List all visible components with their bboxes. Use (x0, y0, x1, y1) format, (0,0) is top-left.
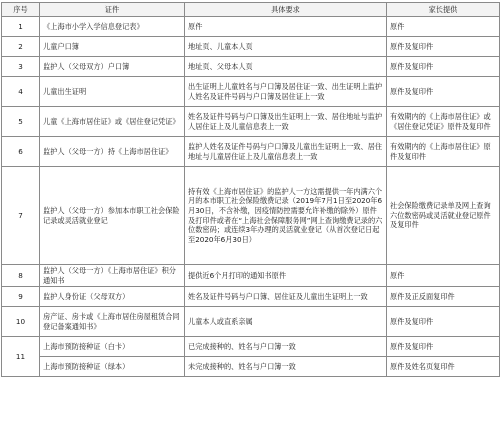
row-document: 房产证、房卡或《上海市居住房屋租赁合同登记备案通知书》 (40, 307, 185, 337)
table-row (2, 265, 500, 287)
header-provided: 家长提供 (387, 3, 500, 17)
row-requirement: 提供近6个月打印的通知书原件 (185, 265, 387, 287)
table-row (2, 287, 500, 307)
row-index: 11 (2, 337, 40, 377)
row-provided: 原件及姓名页复印件 (387, 357, 500, 377)
row-index: 6 (2, 137, 40, 167)
table-body-b (2, 265, 500, 337)
row-document: 儿童《上海市居住证》或《居住登记凭证》 (40, 107, 185, 137)
row-document: 监护人身份证（父母双方） (40, 287, 185, 307)
row-requirement: 姓名及证件号码与户口簿、居住证及儿童出生证明上一致 (185, 287, 387, 307)
row-provided: 原件及复印件 (387, 77, 500, 107)
table-header-row (2, 3, 500, 17)
table-row (2, 107, 500, 137)
row-provided: 有效期内的《上海市居住证》原件及复印件 (387, 137, 500, 167)
row-index: 10 (2, 307, 40, 337)
row-requirement: 监护人姓名及证件号码与户口簿及儿童出生证明上一致、居住地址与儿童居住证上及儿童信息表上一致 (185, 137, 387, 167)
row-provided: 社会保险缴费记录单及网上查询六位数密码或灵活就业登记原件及复印件 (387, 167, 500, 265)
header-requirement: 具体要求 (185, 3, 387, 17)
row-requirement: 持有效《上海市居住证》的监护人一方这需提供一年内满六个月的本市职工社会保险缴费记录（2019年7月1日至2020年6月30日，不含补缴，因疫情防控需要允许补缴的除外）原件及打印件或者在“上海社会保障服务网”网上查询缴费记录的六位数密码；或连续3年办理的灵活就业登记（从首次登记日起至2020年6月30日） (185, 167, 387, 265)
table-body-row11 (2, 337, 500, 377)
row-document: 儿童出生证明 (40, 77, 185, 107)
row-document: 监护人（父母双方）户口簿 (40, 57, 185, 77)
table-row (2, 167, 500, 265)
row-index: 1 (2, 17, 40, 37)
table-body-a (2, 17, 500, 167)
row-requirement: 地址页、儿童本人页 (185, 37, 387, 57)
row-index: 4 (2, 77, 40, 107)
row-document: 上海市预防接种证（绿本） (40, 357, 185, 377)
row-provided: 原件及复印件 (387, 37, 500, 57)
row-requirement: 未完成接种的、姓名与户口簿一致 (185, 357, 387, 377)
table-row (2, 307, 500, 337)
row-index: 8 (2, 265, 40, 287)
header-document: 证件 (40, 3, 185, 17)
row-provided: 原件及正反面复印件 (387, 287, 500, 307)
row-requirement: 姓名及证件号码与户口簿及出生证明上一致、居住地址与监护人居住证上及儿童信息表上一致 (185, 107, 387, 137)
row-provided: 原件及复印件 (387, 307, 500, 337)
row-requirement: 地址页、父母本人页 (185, 57, 387, 77)
table-row (2, 137, 500, 167)
table-row (2, 337, 500, 357)
row-requirement: 原件 (185, 17, 387, 37)
row-index: 9 (2, 287, 40, 307)
table-row (2, 17, 500, 37)
header-index: 序号 (2, 3, 40, 17)
table-row (2, 57, 500, 77)
row-provided: 原件 (387, 17, 500, 37)
table-body-row7 (2, 167, 500, 265)
documents-table (1, 2, 500, 377)
row-requirement: 已完成接种的、姓名与户口簿一致 (185, 337, 387, 357)
row-requirement: 出生证明上儿童姓名与户口簿及居住证一致、出生证明上监护人姓名及证件号码与户口簿及居住证上一致 (185, 77, 387, 107)
row-provided: 原件及复印件 (387, 57, 500, 77)
row-document: 监护人（父母一方）《上海市居住证》积分通知书 (40, 265, 185, 287)
table-row (2, 37, 500, 57)
row-document: 《上海市小学入学信息登记表》 (40, 17, 185, 37)
row-document: 监护人（父母一方）持《上海市居住证》 (40, 137, 185, 167)
row-index: 3 (2, 57, 40, 77)
row-requirement: 儿童本人或直系亲属 (185, 307, 387, 337)
table-row (2, 77, 500, 107)
row-index: 7 (2, 167, 40, 265)
table-row (2, 357, 500, 377)
row-provided: 原件 (387, 265, 500, 287)
row-document: 上海市预防接种证（白卡） (40, 337, 185, 357)
row-document: 儿童户口簿 (40, 37, 185, 57)
row-provided: 原件及复印件 (387, 337, 500, 357)
row-document: 监护人（父母一方）参加本市职工社会保险记录或灵活就业登记 (40, 167, 185, 265)
row-index: 5 (2, 107, 40, 137)
row-index: 2 (2, 37, 40, 57)
row-provided: 有效期内的《上海市居住证》或《居住登记凭证》原件及复印件 (387, 107, 500, 137)
